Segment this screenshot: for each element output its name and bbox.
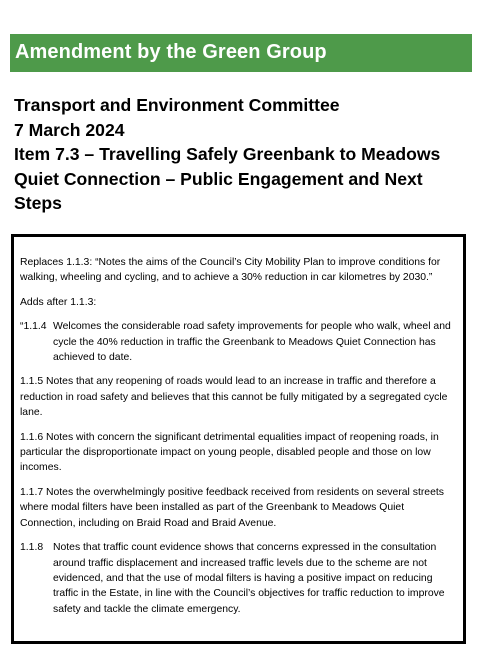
item-text: Notes the overwhelmingly positive feedback received from residents on several streets where modal filters have been installed as part of the Greenbank to Meadows Quiet Connection, including on Braid Road and Braid Avenue. (20, 486, 444, 529)
amendment-item (20, 485, 460, 531)
banner-title: Amendment by the Green Group (15, 41, 327, 63)
item-number: 1.1.7 (20, 486, 44, 498)
item-title-line-1: Item 7.3 – Travelling Safely Greenbank to Meadows (14, 144, 441, 164)
amendment-item (20, 374, 460, 420)
committee-name: Transport and Environment Committee (14, 95, 340, 115)
item-number: “1.1.4 (20, 321, 47, 333)
item-text: Notes that traffic count evidence shows that concerns expressed in the consultation around traffic displacement and increased traffic levels due to the scheme are not evidenced, and that the use of modal filters is having a positive impact on reducing traffic in the Estate, in line with the Council’s objectives for traffic reduction to improve safety and tackle the climate emergency. (53, 542, 445, 615)
item-number: 1.1.8 (20, 542, 44, 554)
meeting-date: 7 March 2024 (14, 119, 125, 140)
item-title-line-2: Quiet Connection – Public Engagement and Next (14, 168, 423, 189)
replaces-paragraph: Replaces 1.1.3: “Notes the aims of the Council’s City Mobility Plan to improve conditions for walking, wheeling and cycling, and to achieve a 30% reduction in car kilometres by 2030.” (20, 257, 441, 284)
amendment-item (20, 430, 460, 476)
amendment-content (20, 255, 460, 626)
item-number: 1.1.5 (20, 376, 44, 388)
item-number: 1.1.6 (20, 431, 44, 443)
item-title-line-3: Steps (14, 193, 62, 213)
adds-after-paragraph: Adds after 1.1.3: (20, 296, 97, 308)
amendment-item (20, 319, 460, 365)
item-text: Notes with concern the significant detrimental equalities impact of reopening roads, in particular the disproportionate impact on young people, disabled people and those on low incomes. (20, 431, 439, 474)
item-text: Notes that any reopening of roads would lead to an increase in traffic and therefore a reduction in road safety and believes that this cannot be fully mitigated by a segregated cycle lane. (20, 376, 448, 419)
amendment-item (20, 540, 460, 617)
document-heading (14, 93, 474, 216)
item-text: Welcomes the considerable road safety improvements for people who walk, wheel and cycle the 40% reduction in traffic the Greenbank to Meadows Quiet Connection has achieved to date. (53, 321, 451, 364)
amendment-banner (10, 34, 472, 72)
amendment-box (11, 234, 466, 644)
